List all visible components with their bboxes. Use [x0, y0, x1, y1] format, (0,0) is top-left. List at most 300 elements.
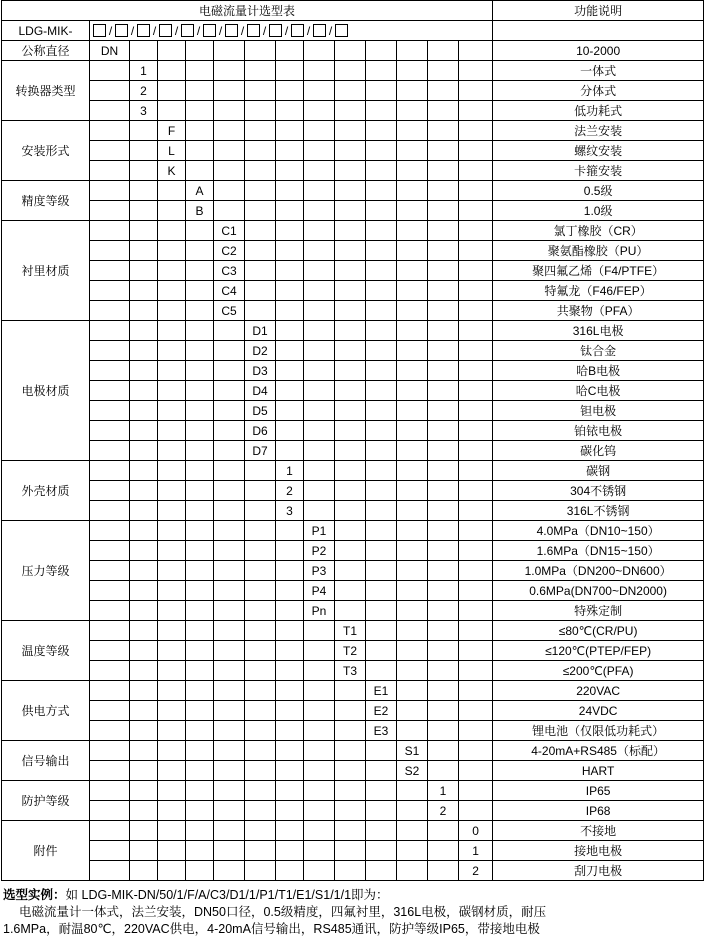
empty-cell — [90, 561, 130, 581]
table-row — [2, 441, 704, 461]
code-box[interactable] — [159, 24, 172, 37]
empty-cell — [276, 441, 304, 461]
empty-cell — [245, 161, 276, 181]
empty-cell — [459, 641, 493, 661]
code-box[interactable] — [335, 24, 348, 37]
empty-cell — [335, 401, 366, 421]
empty-cell — [428, 121, 459, 141]
empty-cell — [304, 41, 335, 61]
empty-cell — [130, 321, 158, 341]
empty-cell — [428, 181, 459, 201]
empty-cell — [214, 441, 245, 461]
empty-cell — [214, 461, 245, 481]
code-cell[interactable]: L — [158, 141, 186, 161]
table-row — [2, 741, 704, 761]
empty-cell — [186, 781, 214, 801]
code-cell[interactable]: C3 — [214, 261, 245, 281]
empty-cell — [397, 141, 428, 161]
table-row — [2, 781, 704, 801]
empty-cell — [245, 261, 276, 281]
code-separator: / — [284, 23, 289, 38]
code-box[interactable] — [313, 24, 326, 37]
table-row — [2, 301, 704, 321]
code-cell[interactable]: D2 — [245, 341, 276, 361]
empty-cell — [397, 581, 428, 601]
code-box[interactable] — [225, 24, 238, 37]
empty-cell — [186, 561, 214, 581]
empty-cell — [459, 181, 493, 201]
function-description-cell: 4.0MPa（DN10~150） — [493, 521, 704, 541]
code-cell[interactable]: B — [186, 201, 214, 221]
empty-cell — [304, 841, 335, 861]
empty-cell — [130, 281, 158, 301]
empty-cell — [397, 181, 428, 201]
table-title: 电磁流量计选型表 — [2, 1, 493, 21]
empty-cell — [397, 441, 428, 461]
code-cell[interactable]: 2 — [130, 81, 158, 101]
empty-cell — [428, 641, 459, 661]
empty-cell — [276, 581, 304, 601]
model-code-row — [2, 21, 704, 41]
function-description-cell: IP68 — [493, 801, 704, 821]
function-description-cell: 低功耗式 — [493, 101, 704, 121]
empty-cell — [366, 321, 397, 341]
empty-cell — [428, 321, 459, 341]
code-box[interactable] — [291, 24, 304, 37]
empty-cell — [186, 221, 214, 241]
empty-cell — [186, 281, 214, 301]
empty-cell — [335, 481, 366, 501]
function-description-cell: 氯丁橡胶（CR） — [493, 221, 704, 241]
empty-cell — [397, 621, 428, 641]
empty-cell — [130, 41, 158, 61]
code-cell[interactable]: 2 — [428, 801, 459, 821]
code-cell[interactable]: S2 — [397, 761, 428, 781]
empty-cell — [214, 101, 245, 121]
code-cell[interactable]: 1 — [276, 461, 304, 481]
code-cell[interactable]: A — [186, 181, 214, 201]
empty-cell — [428, 581, 459, 601]
empty-cell — [335, 361, 366, 381]
empty-cell — [397, 261, 428, 281]
empty-cell — [335, 301, 366, 321]
empty-cell — [130, 381, 158, 401]
row-group-label: 电极材质 — [2, 321, 90, 461]
empty-cell — [304, 421, 335, 441]
code-cell[interactable]: D6 — [245, 421, 276, 441]
empty-cell — [130, 761, 158, 781]
empty-cell — [304, 241, 335, 261]
empty-cell — [428, 441, 459, 461]
empty-cell — [366, 781, 397, 801]
selection-table-document — [1, 0, 704, 938]
empty-cell — [130, 181, 158, 201]
empty-cell — [214, 641, 245, 661]
code-cell[interactable]: 3 — [276, 501, 304, 521]
empty-cell — [130, 261, 158, 281]
empty-cell — [90, 261, 130, 281]
empty-cell — [276, 801, 304, 821]
empty-cell — [214, 421, 245, 441]
empty-cell — [304, 441, 335, 461]
empty-cell — [158, 521, 186, 541]
empty-cell — [335, 121, 366, 141]
code-cell[interactable]: E1 — [366, 681, 397, 701]
empty-cell — [366, 221, 397, 241]
empty-cell — [245, 61, 276, 81]
table-row — [2, 341, 704, 361]
empty-cell — [428, 161, 459, 181]
table-header-row — [2, 1, 704, 21]
empty-cell — [397, 381, 428, 401]
function-description-cell: 316L不锈钢 — [493, 501, 704, 521]
empty-cell — [397, 861, 428, 881]
code-box[interactable] — [247, 24, 260, 37]
empty-cell — [130, 461, 158, 481]
empty-cell — [366, 601, 397, 621]
code-cell[interactable]: P2 — [304, 541, 335, 561]
empty-cell — [459, 141, 493, 161]
function-description-cell: IP65 — [493, 781, 704, 801]
empty-cell — [90, 461, 130, 481]
empty-cell — [214, 861, 245, 881]
row-group-label: 外壳材质 — [2, 461, 90, 521]
code-cell[interactable]: E2 — [366, 701, 397, 721]
empty-cell — [335, 161, 366, 181]
empty-cell — [304, 261, 335, 281]
empty-cell — [90, 781, 130, 801]
table-row — [2, 101, 704, 121]
function-description-cell: 特氟龙（F46/FEP） — [493, 281, 704, 301]
empty-cell — [245, 201, 276, 221]
empty-cell — [459, 581, 493, 601]
empty-cell — [130, 561, 158, 581]
empty-cell — [459, 281, 493, 301]
empty-cell — [304, 301, 335, 321]
empty-cell — [335, 861, 366, 881]
empty-cell — [304, 321, 335, 341]
empty-cell — [158, 781, 186, 801]
empty-cell — [245, 541, 276, 561]
table-row — [2, 141, 704, 161]
empty-cell — [214, 841, 245, 861]
empty-cell — [158, 801, 186, 821]
empty-cell — [276, 61, 304, 81]
empty-cell — [397, 841, 428, 861]
code-cell[interactable]: 0 — [459, 821, 493, 841]
empty-cell — [186, 601, 214, 621]
function-description-cell: 接地电极 — [493, 841, 704, 861]
code-cell[interactable]: 1 — [459, 841, 493, 861]
code-cell[interactable]: C1 — [214, 221, 245, 241]
code-box[interactable] — [115, 24, 128, 37]
code-box[interactable] — [181, 24, 194, 37]
empty-cell — [459, 201, 493, 221]
empty-cell — [276, 681, 304, 701]
empty-cell — [459, 541, 493, 561]
empty-cell — [90, 241, 130, 261]
code-box[interactable] — [269, 24, 282, 37]
empty-cell — [90, 181, 130, 201]
function-description-cell: 哈B电极 — [493, 361, 704, 381]
empty-cell — [459, 561, 493, 581]
empty-cell — [214, 121, 245, 141]
empty-cell — [366, 801, 397, 821]
empty-cell — [130, 801, 158, 821]
code-cell[interactable]: 1 — [428, 781, 459, 801]
code-cell[interactable]: D3 — [245, 361, 276, 381]
empty-cell — [90, 541, 130, 561]
empty-cell — [276, 101, 304, 121]
code-cell[interactable]: P3 — [304, 561, 335, 581]
code-cell[interactable]: 2 — [276, 481, 304, 501]
empty-cell — [397, 281, 428, 301]
empty-cell — [158, 621, 186, 641]
code-cell[interactable]: P4 — [304, 581, 335, 601]
empty-cell — [366, 561, 397, 581]
table-row — [2, 81, 704, 101]
empty-cell — [428, 721, 459, 741]
empty-cell — [245, 141, 276, 161]
empty-cell — [304, 781, 335, 801]
empty-cell — [214, 401, 245, 421]
empty-cell — [304, 661, 335, 681]
empty-cell — [397, 81, 428, 101]
empty-cell — [397, 321, 428, 341]
empty-cell — [186, 381, 214, 401]
table-row — [2, 201, 704, 221]
empty-cell — [130, 701, 158, 721]
code-cell[interactable]: K — [158, 161, 186, 181]
empty-cell — [214, 41, 245, 61]
empty-cell — [130, 541, 158, 561]
function-description-cell: ≤120℃(PTEP/FEP) — [493, 641, 704, 661]
empty-cell — [335, 61, 366, 81]
code-cell[interactable]: F — [158, 121, 186, 141]
function-description-cell: 钛合金 — [493, 341, 704, 361]
empty-cell — [130, 221, 158, 241]
empty-cell — [276, 721, 304, 741]
note-body-line1: 电磁流量计一体式，法兰安装，DN50口径，0.5级精度，四氟衬里，316L电极，碳钢材质，耐压 — [19, 905, 547, 919]
empty-cell — [158, 741, 186, 761]
empty-cell — [397, 521, 428, 541]
empty-cell — [245, 841, 276, 861]
empty-cell — [459, 261, 493, 281]
code-cell[interactable]: D5 — [245, 401, 276, 421]
code-cell[interactable]: D7 — [245, 441, 276, 461]
empty-cell — [335, 801, 366, 821]
empty-cell — [397, 61, 428, 81]
empty-cell — [428, 101, 459, 121]
empty-cell — [245, 641, 276, 661]
empty-cell — [130, 481, 158, 501]
code-cell[interactable]: D1 — [245, 321, 276, 341]
function-description-cell: HART — [493, 761, 704, 781]
code-cell[interactable]: C2 — [214, 241, 245, 261]
empty-cell — [459, 161, 493, 181]
empty-cell — [90, 121, 130, 141]
empty-cell — [276, 221, 304, 241]
function-description-cell: 铂铱电极 — [493, 421, 704, 441]
empty-cell — [366, 581, 397, 601]
empty-cell — [397, 201, 428, 221]
empty-cell — [335, 341, 366, 361]
empty-cell — [276, 81, 304, 101]
empty-cell — [335, 761, 366, 781]
empty-cell — [276, 521, 304, 541]
empty-cell — [158, 301, 186, 321]
empty-cell — [90, 321, 130, 341]
code-separator: / — [130, 23, 135, 38]
code-cell[interactable]: DN — [90, 41, 130, 61]
code-cell[interactable]: E3 — [366, 721, 397, 741]
code-cell[interactable]: 2 — [459, 861, 493, 881]
empty-cell — [245, 701, 276, 721]
empty-cell — [459, 481, 493, 501]
empty-cell — [90, 681, 130, 701]
empty-cell — [186, 541, 214, 561]
empty-cell — [90, 741, 130, 761]
empty-cell — [130, 641, 158, 661]
empty-cell — [158, 421, 186, 441]
table-row — [2, 261, 704, 281]
table-row — [2, 561, 704, 581]
note-title: 选型实例： — [3, 888, 66, 902]
empty-cell — [130, 441, 158, 461]
code-cell[interactable]: C4 — [214, 281, 245, 301]
empty-cell — [335, 521, 366, 541]
table-row — [2, 841, 704, 861]
empty-cell — [335, 501, 366, 521]
empty-cell — [335, 541, 366, 561]
empty-cell — [304, 361, 335, 381]
empty-cell — [459, 801, 493, 821]
table-row — [2, 621, 704, 641]
empty-cell — [276, 561, 304, 581]
empty-cell — [335, 281, 366, 301]
empty-cell — [428, 301, 459, 321]
empty-cell — [158, 821, 186, 841]
empty-cell — [397, 681, 428, 701]
empty-cell — [214, 821, 245, 841]
table-row — [2, 241, 704, 261]
empty-cell — [214, 581, 245, 601]
function-description-cell: 220VAC — [493, 681, 704, 701]
empty-cell — [428, 761, 459, 781]
empty-cell — [397, 481, 428, 501]
empty-cell — [276, 381, 304, 401]
empty-cell — [459, 401, 493, 421]
empty-cell — [428, 341, 459, 361]
empty-cell — [335, 601, 366, 621]
empty-cell — [158, 721, 186, 741]
code-cell[interactable]: C5 — [214, 301, 245, 321]
empty-cell — [245, 521, 276, 541]
empty-cell — [90, 861, 130, 881]
empty-cell — [90, 221, 130, 241]
empty-cell — [335, 41, 366, 61]
empty-cell — [90, 201, 130, 221]
empty-cell — [158, 461, 186, 481]
code-box[interactable] — [137, 24, 150, 37]
code-box[interactable] — [203, 24, 216, 37]
empty-cell — [158, 581, 186, 601]
code-cell[interactable]: T2 — [335, 641, 366, 661]
code-cell[interactable]: Pn — [304, 601, 335, 621]
empty-cell — [428, 421, 459, 441]
code-separator: / — [108, 23, 113, 38]
empty-cell — [158, 221, 186, 241]
empty-cell — [245, 561, 276, 581]
code-cell[interactable]: D4 — [245, 381, 276, 401]
empty-cell — [130, 661, 158, 681]
empty-cell — [245, 241, 276, 261]
empty-cell — [158, 181, 186, 201]
empty-cell — [130, 301, 158, 321]
code-separator: / — [152, 23, 157, 38]
empty-cell — [276, 181, 304, 201]
table-row — [2, 161, 704, 181]
empty-cell — [304, 741, 335, 761]
code-cell[interactable]: 3 — [130, 101, 158, 121]
function-description-cell: 特殊定制 — [493, 601, 704, 621]
empty-cell — [335, 741, 366, 761]
function-description-cell: 24VDC — [493, 701, 704, 721]
function-description-cell: 卡箍安装 — [493, 161, 704, 181]
empty-cell — [304, 401, 335, 421]
empty-cell — [335, 561, 366, 581]
empty-cell — [245, 501, 276, 521]
code-separator: / — [218, 23, 223, 38]
empty-cell — [90, 101, 130, 121]
empty-cell — [186, 261, 214, 281]
empty-cell — [245, 121, 276, 141]
function-description-cell: 法兰安装 — [493, 121, 704, 141]
empty-cell — [366, 861, 397, 881]
empty-cell — [304, 481, 335, 501]
code-cell[interactable]: S1 — [397, 741, 428, 761]
function-description-cell: 哈C电极 — [493, 381, 704, 401]
model-prefix-label: LDG-MIK- — [2, 21, 90, 41]
empty-cell — [245, 481, 276, 501]
empty-cell — [276, 741, 304, 761]
empty-cell — [276, 121, 304, 141]
empty-cell — [335, 581, 366, 601]
empty-cell — [90, 301, 130, 321]
code-cell[interactable]: T3 — [335, 661, 366, 681]
code-separator: / — [328, 23, 333, 38]
empty-cell — [158, 41, 186, 61]
empty-cell — [397, 461, 428, 481]
empty-cell — [366, 141, 397, 161]
empty-cell — [214, 701, 245, 721]
code-box[interactable] — [93, 24, 106, 37]
empty-cell — [428, 241, 459, 261]
table-row — [2, 721, 704, 741]
function-description-cell: 10-2000 — [493, 41, 704, 61]
code-cell[interactable]: P1 — [304, 521, 335, 541]
row-group-label: 衬里材质 — [2, 221, 90, 321]
code-cell[interactable]: T1 — [335, 621, 366, 641]
empty-cell — [245, 581, 276, 601]
empty-cell — [90, 341, 130, 361]
code-cell[interactable]: 1 — [130, 61, 158, 81]
empty-cell — [186, 161, 214, 181]
row-group-label: 温度等级 — [2, 621, 90, 681]
function-description-cell: 碳化钨 — [493, 441, 704, 461]
empty-cell — [428, 481, 459, 501]
empty-cell — [214, 361, 245, 381]
